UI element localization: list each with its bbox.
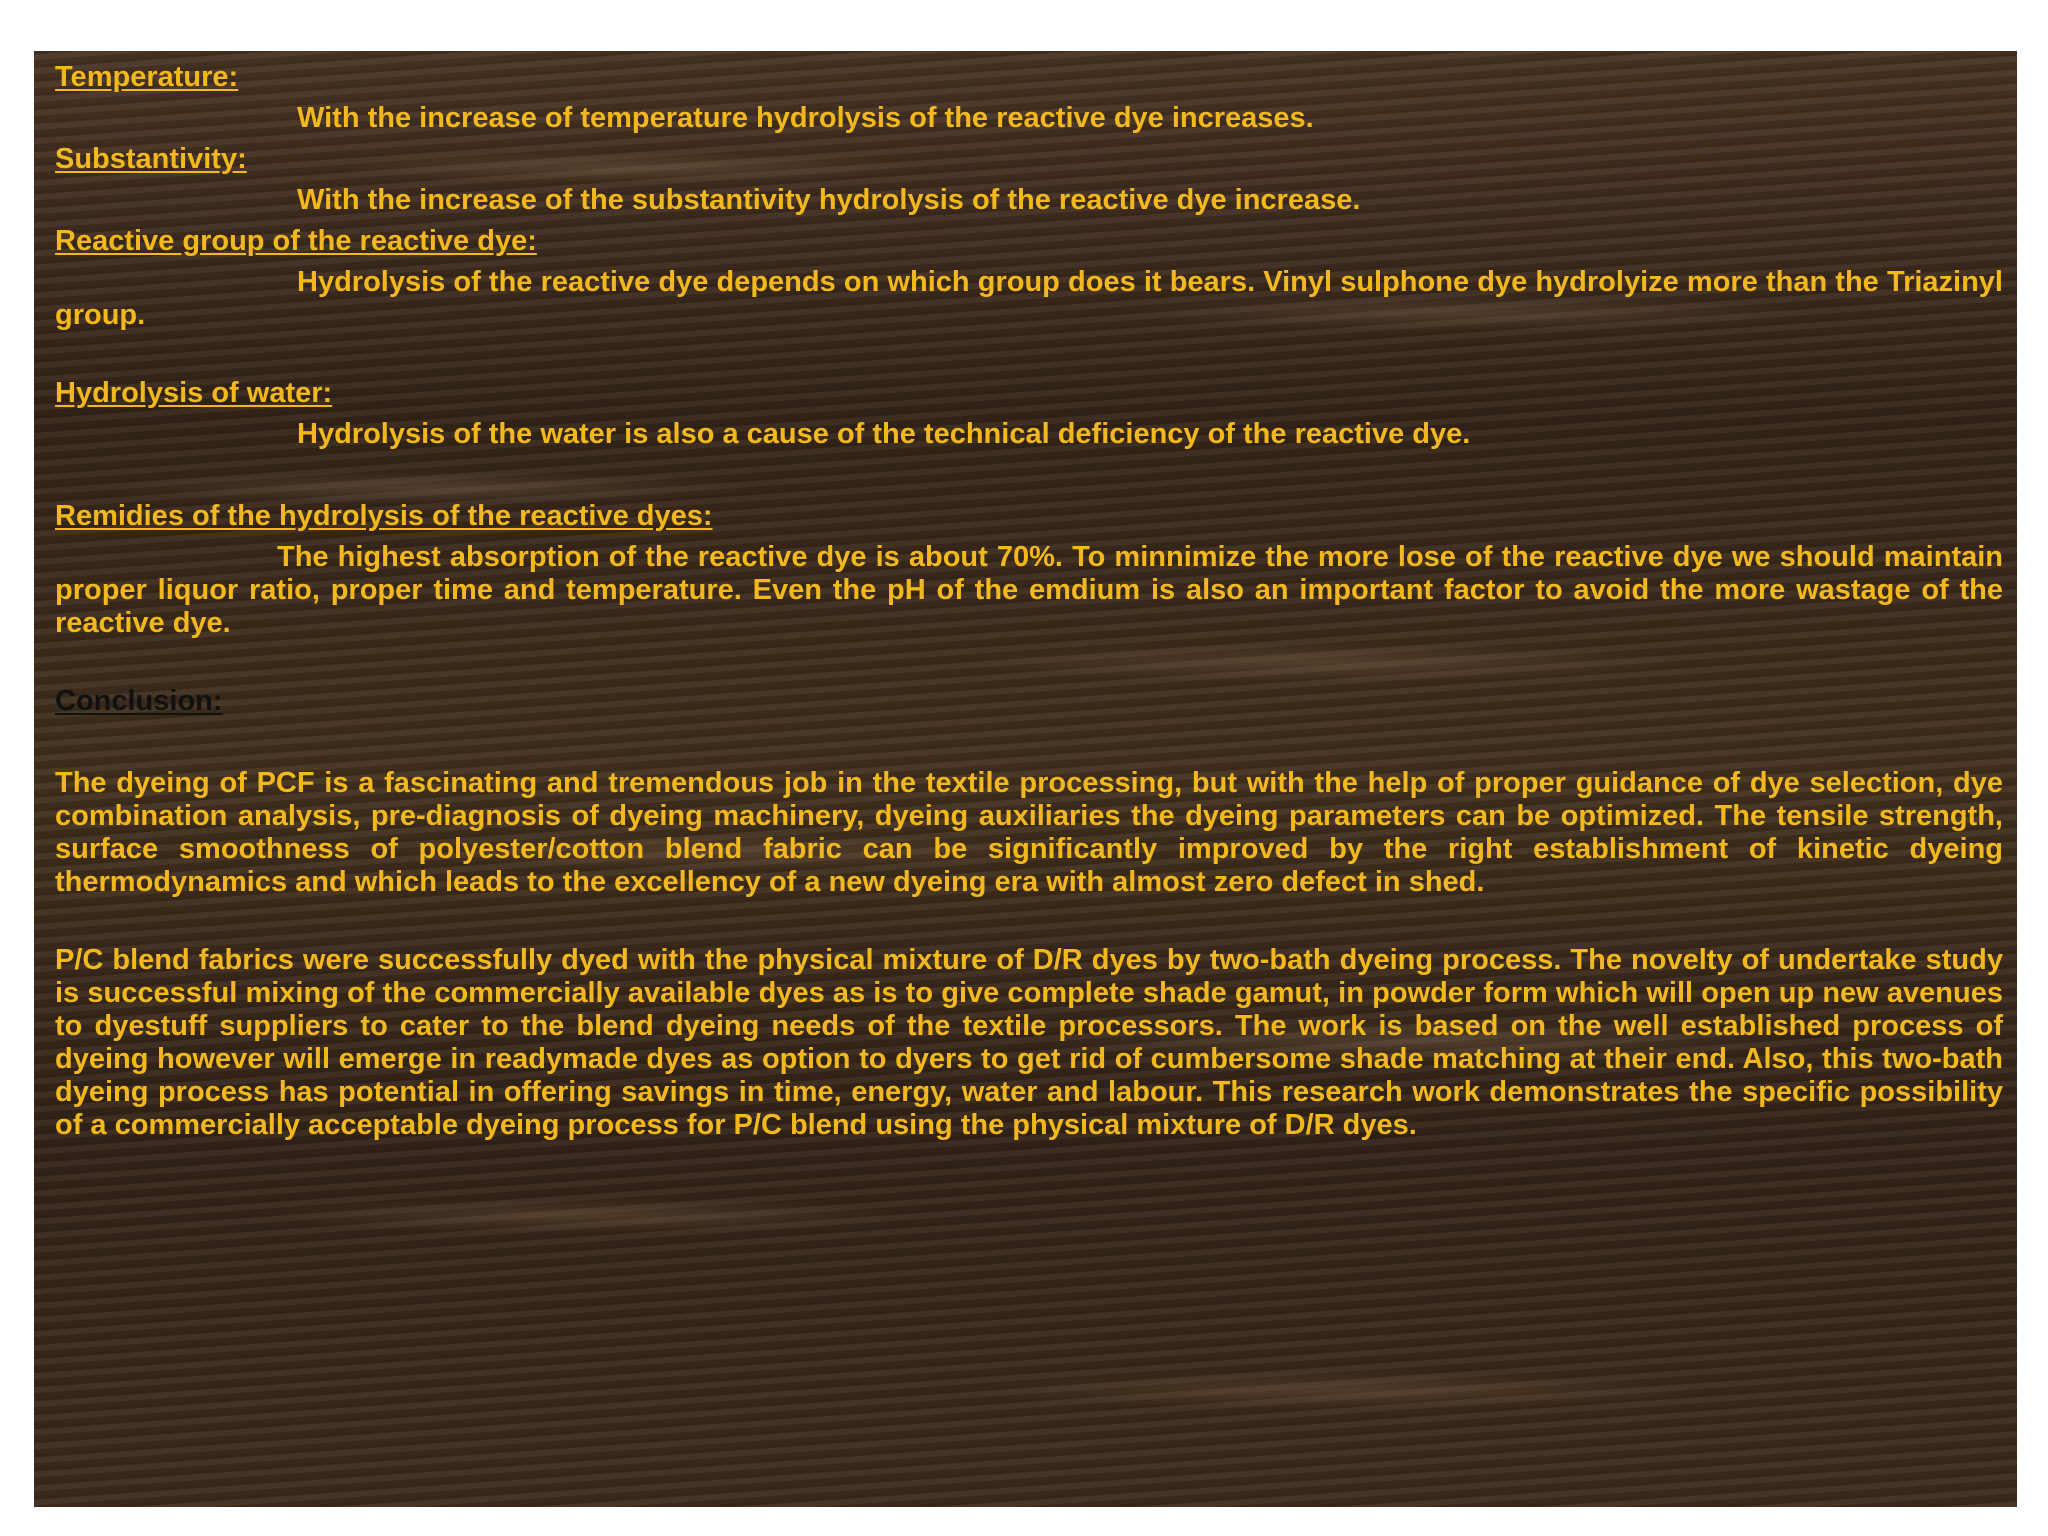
slide-content (55, 57, 2003, 1142)
conclusion-paragraph-2: P/C blend fabrics were successfully dyed with the physical mixture of D/R dyes by two-bath dyeing process. The novelty of undertake study is successful mixing of the commercially available dyes as is to give complete shade gamut, in powder form which will open up new avenues to dyestuff suppliers to cater to the blend dyeing needs of the textile processors. The work is based on the well established process of dyeing however will emerge in readymade dyes as option to dyers to get rid of cumbersome shade matching at their end. Also, this two-bath dyeing process has potential in offering savings in time, energy, water and labour. This research work demonstrates the specific possibility of a commercially acceptable dyeing process for P/C blend using the physical mixture of D/R dyes. (55, 944, 2003, 1141)
heading-substantivity: Substantivity: (55, 143, 247, 175)
text-temperature: With the increase of temperature hydrolysis of the reactive dye increases. (297, 102, 1314, 134)
heading-hydrolysis-water: Hydrolysis of water: (55, 377, 333, 409)
spacer (55, 899, 2003, 940)
conclusion-paragraph-1: The dyeing of PCF is a fascinating and tremendous job in the textile processing, but with the help of proper guidance of dye selection, dye combination analysis, pre-diagnosis of dyeing machinery, dyeing auxiliaries the dyeing parameters can be optimized. The tensile strength, surface smoothness of polyester/cotton blend fabric can be significantly improved by the right establishment of kinetic dyeing thermodynamics and which leads to the excellency of a new dyeing era with almost zero defect in shed. (55, 767, 2003, 898)
text-reactive-group: Hydrolysis of the reactive dye depends on which group does it bears. Vinyl sulphone dye hydrolyize more than the Triazinyl group. (55, 266, 2003, 331)
heading-reactive-group: Reactive group of the reactive dye: (55, 225, 537, 257)
heading-temperature: Temperature: (55, 61, 239, 93)
text-substantivity: With the increase of the substantivity hydrolysis of the reactive dye increase. (297, 184, 1361, 216)
heading-conclusion: Conclusion: (55, 685, 223, 717)
slide (34, 51, 2017, 1507)
spacer (55, 455, 2003, 496)
heading-remedies: Remidies of the hydrolysis of the reactive dyes: (55, 500, 713, 532)
text-hydrolysis-water: Hydrolysis of the water is also a cause of the technical deficiency of the reactive dye. (297, 418, 1471, 450)
text-remedies: The highest absorption of the reactive dye is about 70%. To minnimize the more lose of the reactive dye we should maintain proper liquor ratio, proper time and temperature. Even the pH of the emdium is also an important factor to avoid the more wastage of the reactive dye. (55, 541, 2003, 639)
spacer (55, 640, 2003, 681)
spacer (55, 722, 2003, 763)
spacer (55, 332, 2003, 373)
